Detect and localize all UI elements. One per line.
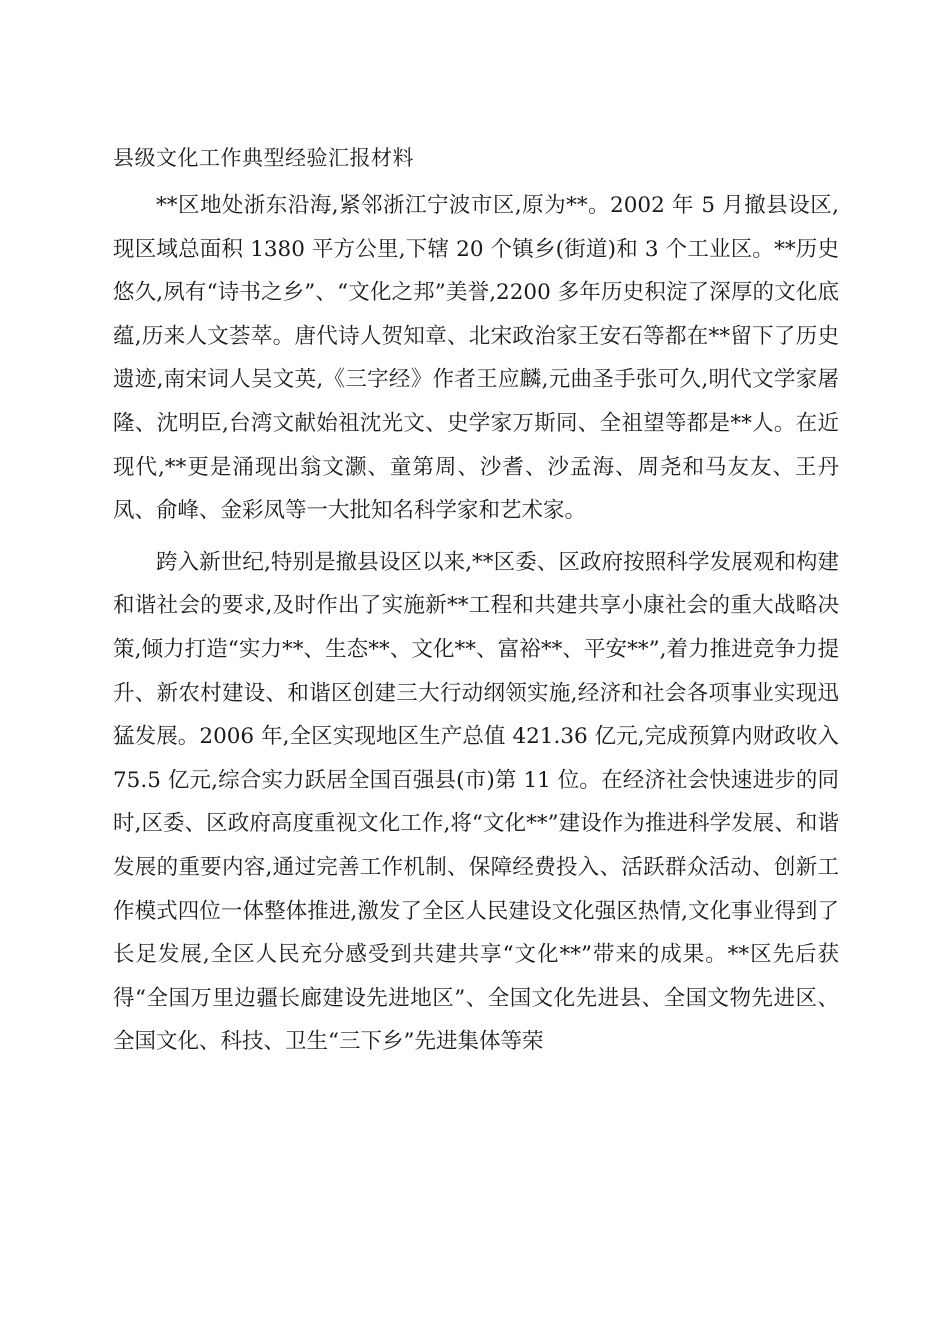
document-title: 县级文化工作典型经验汇报材料 [113, 146, 414, 170]
paragraph-intro: **区地处浙东沿海,紧邻浙江宁波市区,原为**。2002 年 5 月撤县设区,现区域总面积 1380 平方公里,下辖 20 个镇乡(街道)和 3 个工业区。**历史悠久,夙有“诗书之乡”、“文化之邦”美誉,2200 多年历史积淀了深厚的文化底蕴,历来人文荟萃。唐代诗人贺知章、北宋政治家王安石等都在**留下了历史遗迹,南宋词人吴文英,《三字经》作者王应麟,元曲圣手张可久,明代文学家屠隆、沈明臣,台湾文献始祖沈光文、史学家万斯同、全祖望等都是**人。在近现代,**更是涌现出翁文灏、童第周、沙耆、沙孟海、周尧和马友友、王丹凤、俞峰、金彩凤等一大批知名科学家和艺术家。 [113, 193, 839, 524]
document-body [113, 139, 839, 1064]
paragraph-development: 跨入新世纪,特别是撤县设区以来,**区委、区政府按照科学发展观和构建和谐社会的要求,及时作出了实施新**工程和共建共享小康社会的重大战略决策,倾力打造“实力**、生态**、文化**、富裕**、平安**”,着力推进竞争力提升、新农村建设、和谐区创建三大行动纲领实施,经济和社会各项事业实现迅猛发展。2006 年,全区实现地区生产总值 421.36 亿元,完成预算内财政收入 75.5 亿元,综合实力跃居全国百强县(市)第 11 位。在经济社会快速进步的同时,区委、区政府高度重视文化工作,将“文化**”建设作为推进科学发展、和谐发展的重要内容,通过完善工作机制、保障经费投入、活跃群众活动、创新工作模式四位一体整体推进,激发了全区人民建设文化强区热情,文化事业得到了长足发展,全区人民充分感受到共建共享“文化**”带来的成果。**区先后获得“全国万里边疆长廊建设先进地区”、全国文化先进县、全国文物先进区、全国文化、科技、卫生“三下乡”先进集体等荣 [113, 549, 839, 1055]
